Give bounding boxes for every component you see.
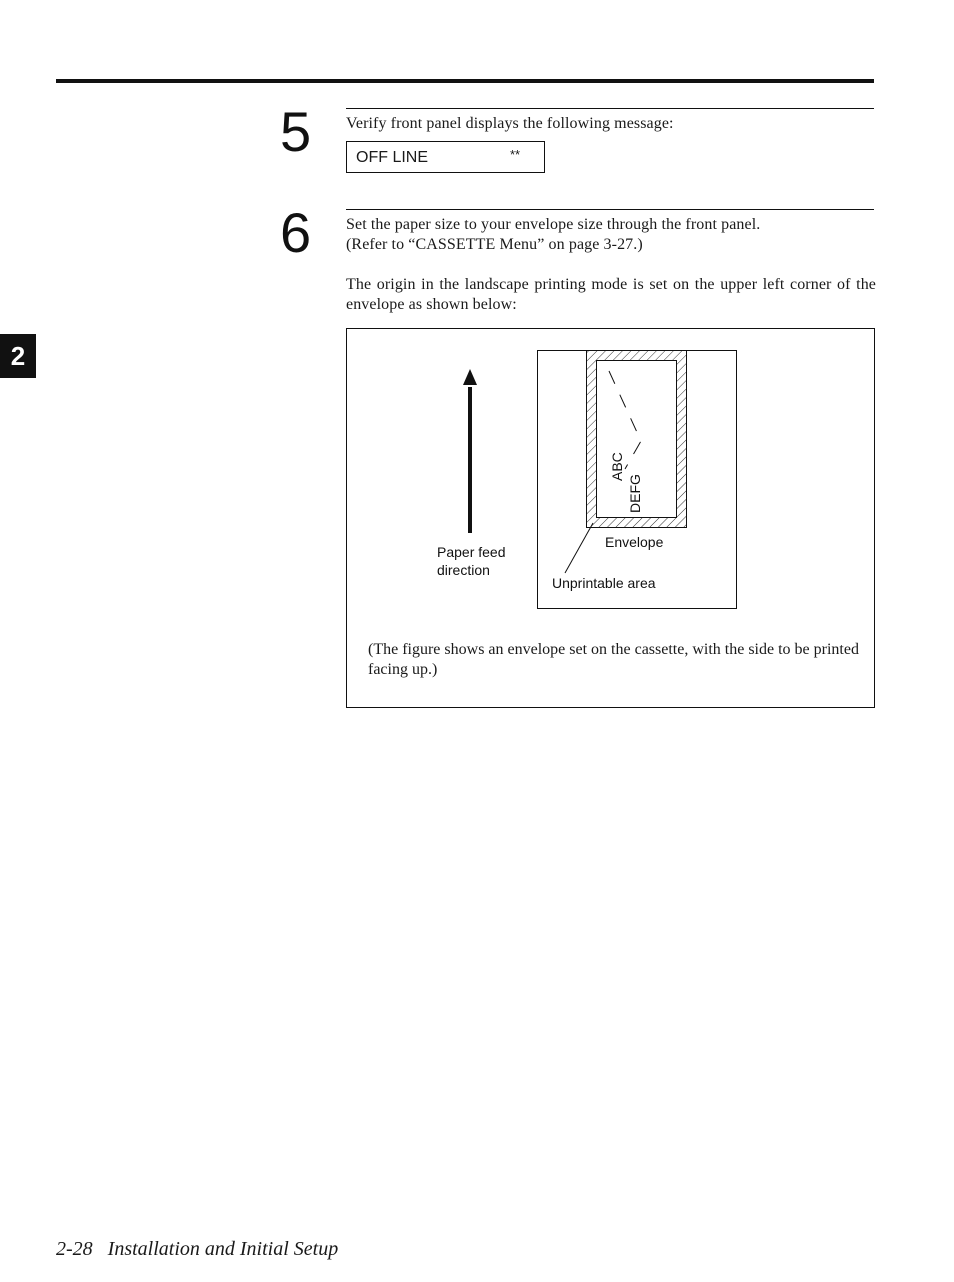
front-panel-display (346, 141, 545, 173)
display-indicator: ** (510, 147, 521, 162)
step-5-text: Verify front panel displays the following message: (346, 115, 674, 132)
step-number-5: 5 (280, 100, 312, 163)
sample-text-defg: DEFG (627, 474, 643, 513)
paper-feed-label-line-2: direction (437, 562, 490, 578)
chapter-tab: 2 (0, 334, 36, 378)
step-6-rule (346, 209, 874, 210)
figure-caption: (The figure shows an envelope set on the cassette, with the side to be printed facing up.) (368, 641, 859, 678)
page-number: 2-28 (56, 1238, 93, 1260)
step-6-line-2: (Refer to “CASSETTE Menu” on page 3-27.) (346, 236, 643, 253)
display-message: OFF LINE (356, 149, 429, 166)
step-number-6: 6 (280, 201, 312, 264)
sample-text-abc: ABC (609, 452, 625, 481)
page-footer (56, 1238, 338, 1261)
envelope-label: Envelope (605, 534, 664, 550)
paper-feed-arrow-icon (463, 369, 477, 533)
section-title: Installation and Initial Setup (107, 1238, 339, 1260)
step-6-line-1: Set the paper size to your envelope size through the front panel. (346, 216, 761, 233)
step-5-rule (346, 108, 874, 109)
origin-paragraph: The origin in the landscape printing mode is set on the upper left corner of the envelope as shown below: (346, 276, 876, 313)
unprintable-leader-line (565, 523, 593, 573)
unprintable-area-label: Unprintable area (552, 575, 656, 591)
top-rule (56, 79, 874, 83)
paper-feed-label-line-1: Paper feed (437, 544, 506, 560)
